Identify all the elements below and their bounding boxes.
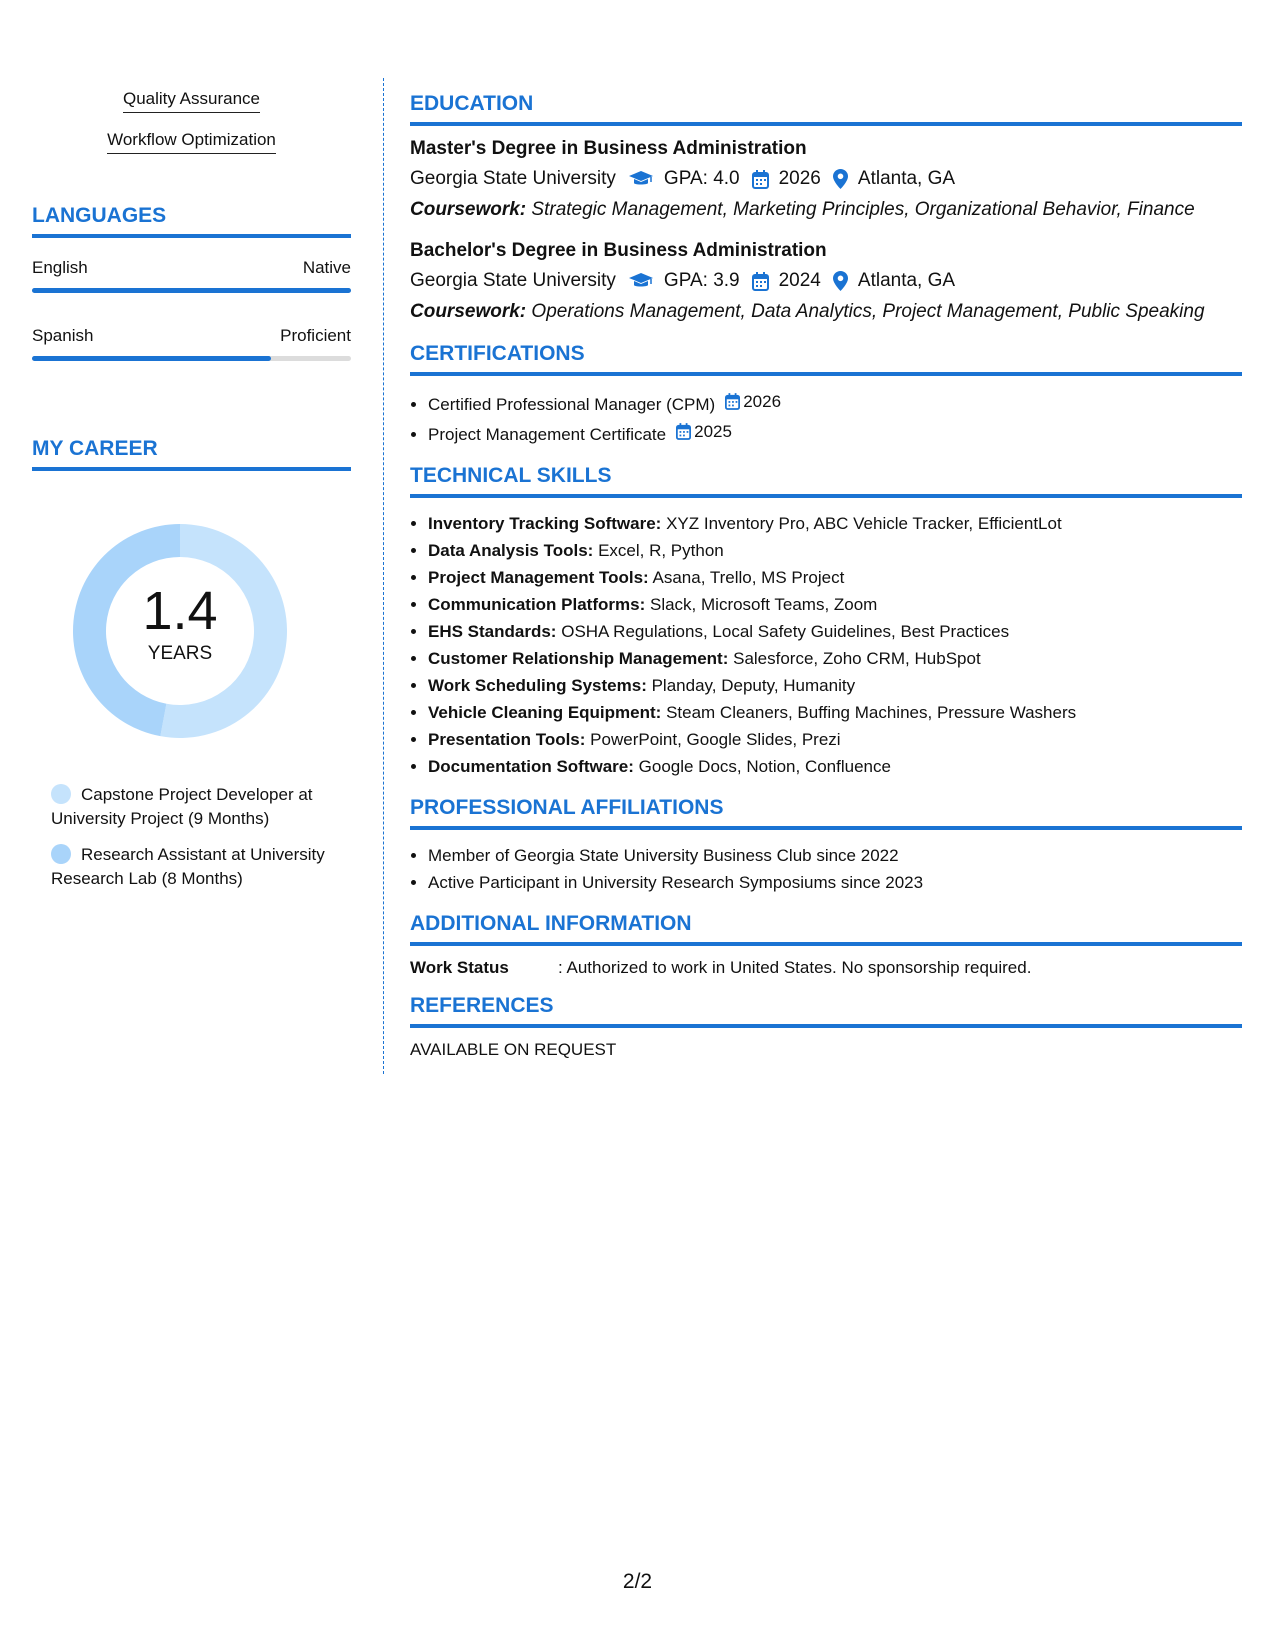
skill-tags: [32, 72, 351, 154]
skill-value: Planday, Deputy, Humanity: [651, 676, 856, 695]
certification-name: Certified Professional Manager (CPM): [428, 395, 716, 414]
calendar-icon: [725, 393, 740, 410]
career-legend-item: [51, 783, 331, 831]
coursework-text: Operations Management, Data Analytics, Project Management, Public Speaking: [531, 301, 1205, 322]
skill-value: Excel, R, Python: [598, 541, 724, 560]
education-heading: EDUCATION: [410, 92, 1242, 126]
school-name: Georgia State University: [410, 270, 616, 291]
skill-value: Slack, Microsoft Teams, Zoom: [649, 595, 878, 614]
certifications-heading: CERTIFICATIONS: [410, 342, 1242, 376]
career-donut-chart: [64, 515, 296, 747]
career-total-value: 1.4: [142, 581, 218, 641]
language-name: Spanish: [32, 326, 94, 345]
affiliations-list: [410, 842, 1242, 896]
list-item: [428, 645, 1242, 672]
degree-title: Master's Degree in Business Administration: [410, 138, 807, 159]
career-legend: [51, 783, 331, 891]
affiliations-section: [410, 796, 1242, 896]
skill-value: Google Docs, Notion, Confluence: [638, 757, 891, 776]
skill-label: Communication Platforms:: [428, 595, 646, 614]
legend-dot-icon: [51, 844, 71, 864]
list-item: [428, 591, 1242, 618]
language-bar: [32, 356, 351, 361]
skill-value: XYZ Inventory Pro, ABC Vehicle Tracker, EfficientLot: [666, 514, 1062, 533]
work-status-label: Work Status: [410, 958, 509, 977]
list-item: • Active Participant in University Research Symposiums since 2023: [428, 869, 1242, 896]
list-item: [428, 537, 1242, 564]
certification-year: 2026: [743, 392, 782, 411]
references-heading: REFERENCES: [410, 994, 1242, 1028]
legend-dot-icon: [51, 784, 71, 804]
list-item: [428, 418, 1242, 448]
school-location: Atlanta, GA: [857, 168, 956, 189]
education-item: [410, 240, 1242, 324]
degree-title: Bachelor's Degree in Business Administration: [410, 240, 827, 261]
technical-skills-section: [410, 464, 1242, 780]
calendar-icon: [752, 170, 769, 189]
skill-label: Project Management Tools:: [428, 568, 649, 587]
skill-value: Salesforce, Zoho CRM, HubSpot: [733, 649, 981, 668]
skill-label: Inventory Tracking Software:: [428, 514, 662, 533]
skill-value: Steam Cleaners, Buffing Machines, Pressure Washers: [666, 703, 1077, 722]
certifications-list: [410, 388, 1242, 448]
technical-skills-list: [410, 510, 1242, 780]
coursework: [410, 300, 1242, 324]
work-status-value: : Authorized to work in United States. No sponsorship required.: [558, 958, 1032, 977]
graduation-cap-icon: [628, 272, 654, 290]
language-bar-fill: [32, 288, 351, 293]
additional-info-section: [410, 912, 1242, 978]
affiliations-heading: PROFESSIONAL AFFILIATIONS: [410, 796, 1242, 830]
list-item: [428, 726, 1242, 753]
language-level: Proficient: [280, 326, 351, 345]
language-item: [32, 258, 351, 293]
references-text: AVAILABLE ON REQUEST: [410, 1040, 617, 1059]
technical-skills-heading: TECHNICAL SKILLS: [410, 464, 1242, 498]
coursework-text: Strategic Management, Marketing Principles, Organizational Behavior, Finance: [531, 199, 1195, 220]
career-heading: MY CAREER: [32, 437, 351, 471]
page-number: 2/2: [622, 1570, 653, 1593]
school-location: Atlanta, GA: [857, 270, 956, 291]
skill-tag: Workflow Optimization: [107, 130, 276, 154]
skill-label: Presentation Tools:: [428, 730, 586, 749]
graduation-year: 2024: [778, 270, 821, 291]
languages-heading: LANGUAGES: [32, 204, 351, 238]
skill-label: Vehicle Cleaning Equipment:: [428, 703, 662, 722]
career-total-unit: YEARS: [147, 643, 213, 664]
additional-info-heading: ADDITIONAL INFORMATION: [410, 912, 1242, 946]
references-section: [410, 994, 1242, 1060]
location-pin-icon: [833, 169, 848, 189]
skill-tag: Quality Assurance: [123, 89, 260, 113]
skill-label: Data Analysis Tools:: [428, 541, 594, 560]
graduation-year: 2026: [778, 168, 821, 189]
certification-year: 2025: [694, 422, 732, 441]
column-divider: [383, 78, 384, 1074]
coursework: [410, 198, 1242, 222]
skill-value: Asana, Trello, MS Project: [652, 568, 845, 587]
calendar-icon: [752, 272, 769, 291]
list-item: [428, 510, 1242, 537]
list-item: [428, 564, 1242, 591]
coursework-label: Coursework:: [410, 199, 527, 220]
graduation-cap-icon: [628, 170, 654, 188]
skill-value: PowerPoint, Google Slides, Prezi: [590, 730, 841, 749]
gpa: GPA: 4.0: [663, 168, 740, 189]
career-legend-text: Research Assistant at University Research Lab (8 Months): [51, 845, 325, 888]
language-item: [32, 326, 351, 361]
list-item: [428, 618, 1242, 645]
skill-label: Customer Relationship Management:: [428, 649, 729, 668]
career-legend-item: [51, 843, 331, 891]
education-item: [410, 138, 1242, 222]
language-bar: [32, 288, 351, 293]
list-item: [428, 753, 1242, 780]
education-section: [410, 92, 1242, 324]
list-item: • Member of Georgia State University Business Club since 2022: [428, 842, 1242, 869]
list-item: [428, 699, 1242, 726]
certification-name: Project Management Certificate: [428, 425, 667, 444]
language-name: English: [32, 258, 88, 277]
right-column: [410, 92, 1242, 1060]
skill-label: Documentation Software:: [428, 757, 634, 776]
list-item: [428, 672, 1242, 699]
language-bar-fill: [32, 356, 271, 361]
skill-label: Work Scheduling Systems:: [428, 676, 647, 695]
list-item: [428, 388, 1242, 418]
skill-value: OSHA Regulations, Local Safety Guidelines, Best Practices: [561, 622, 1010, 641]
school-name: Georgia State University: [410, 168, 616, 189]
certifications-section: [410, 342, 1242, 448]
calendar-icon: [676, 423, 691, 440]
skill-label: EHS Standards:: [428, 622, 557, 641]
language-level: Native: [302, 258, 351, 277]
career-legend-text: Capstone Project Developer at University Project (9 Months): [51, 785, 313, 828]
location-pin-icon: [833, 271, 848, 291]
coursework-label: Coursework:: [410, 301, 527, 322]
left-column: [32, 72, 351, 903]
gpa: GPA: 3.9: [663, 270, 740, 291]
